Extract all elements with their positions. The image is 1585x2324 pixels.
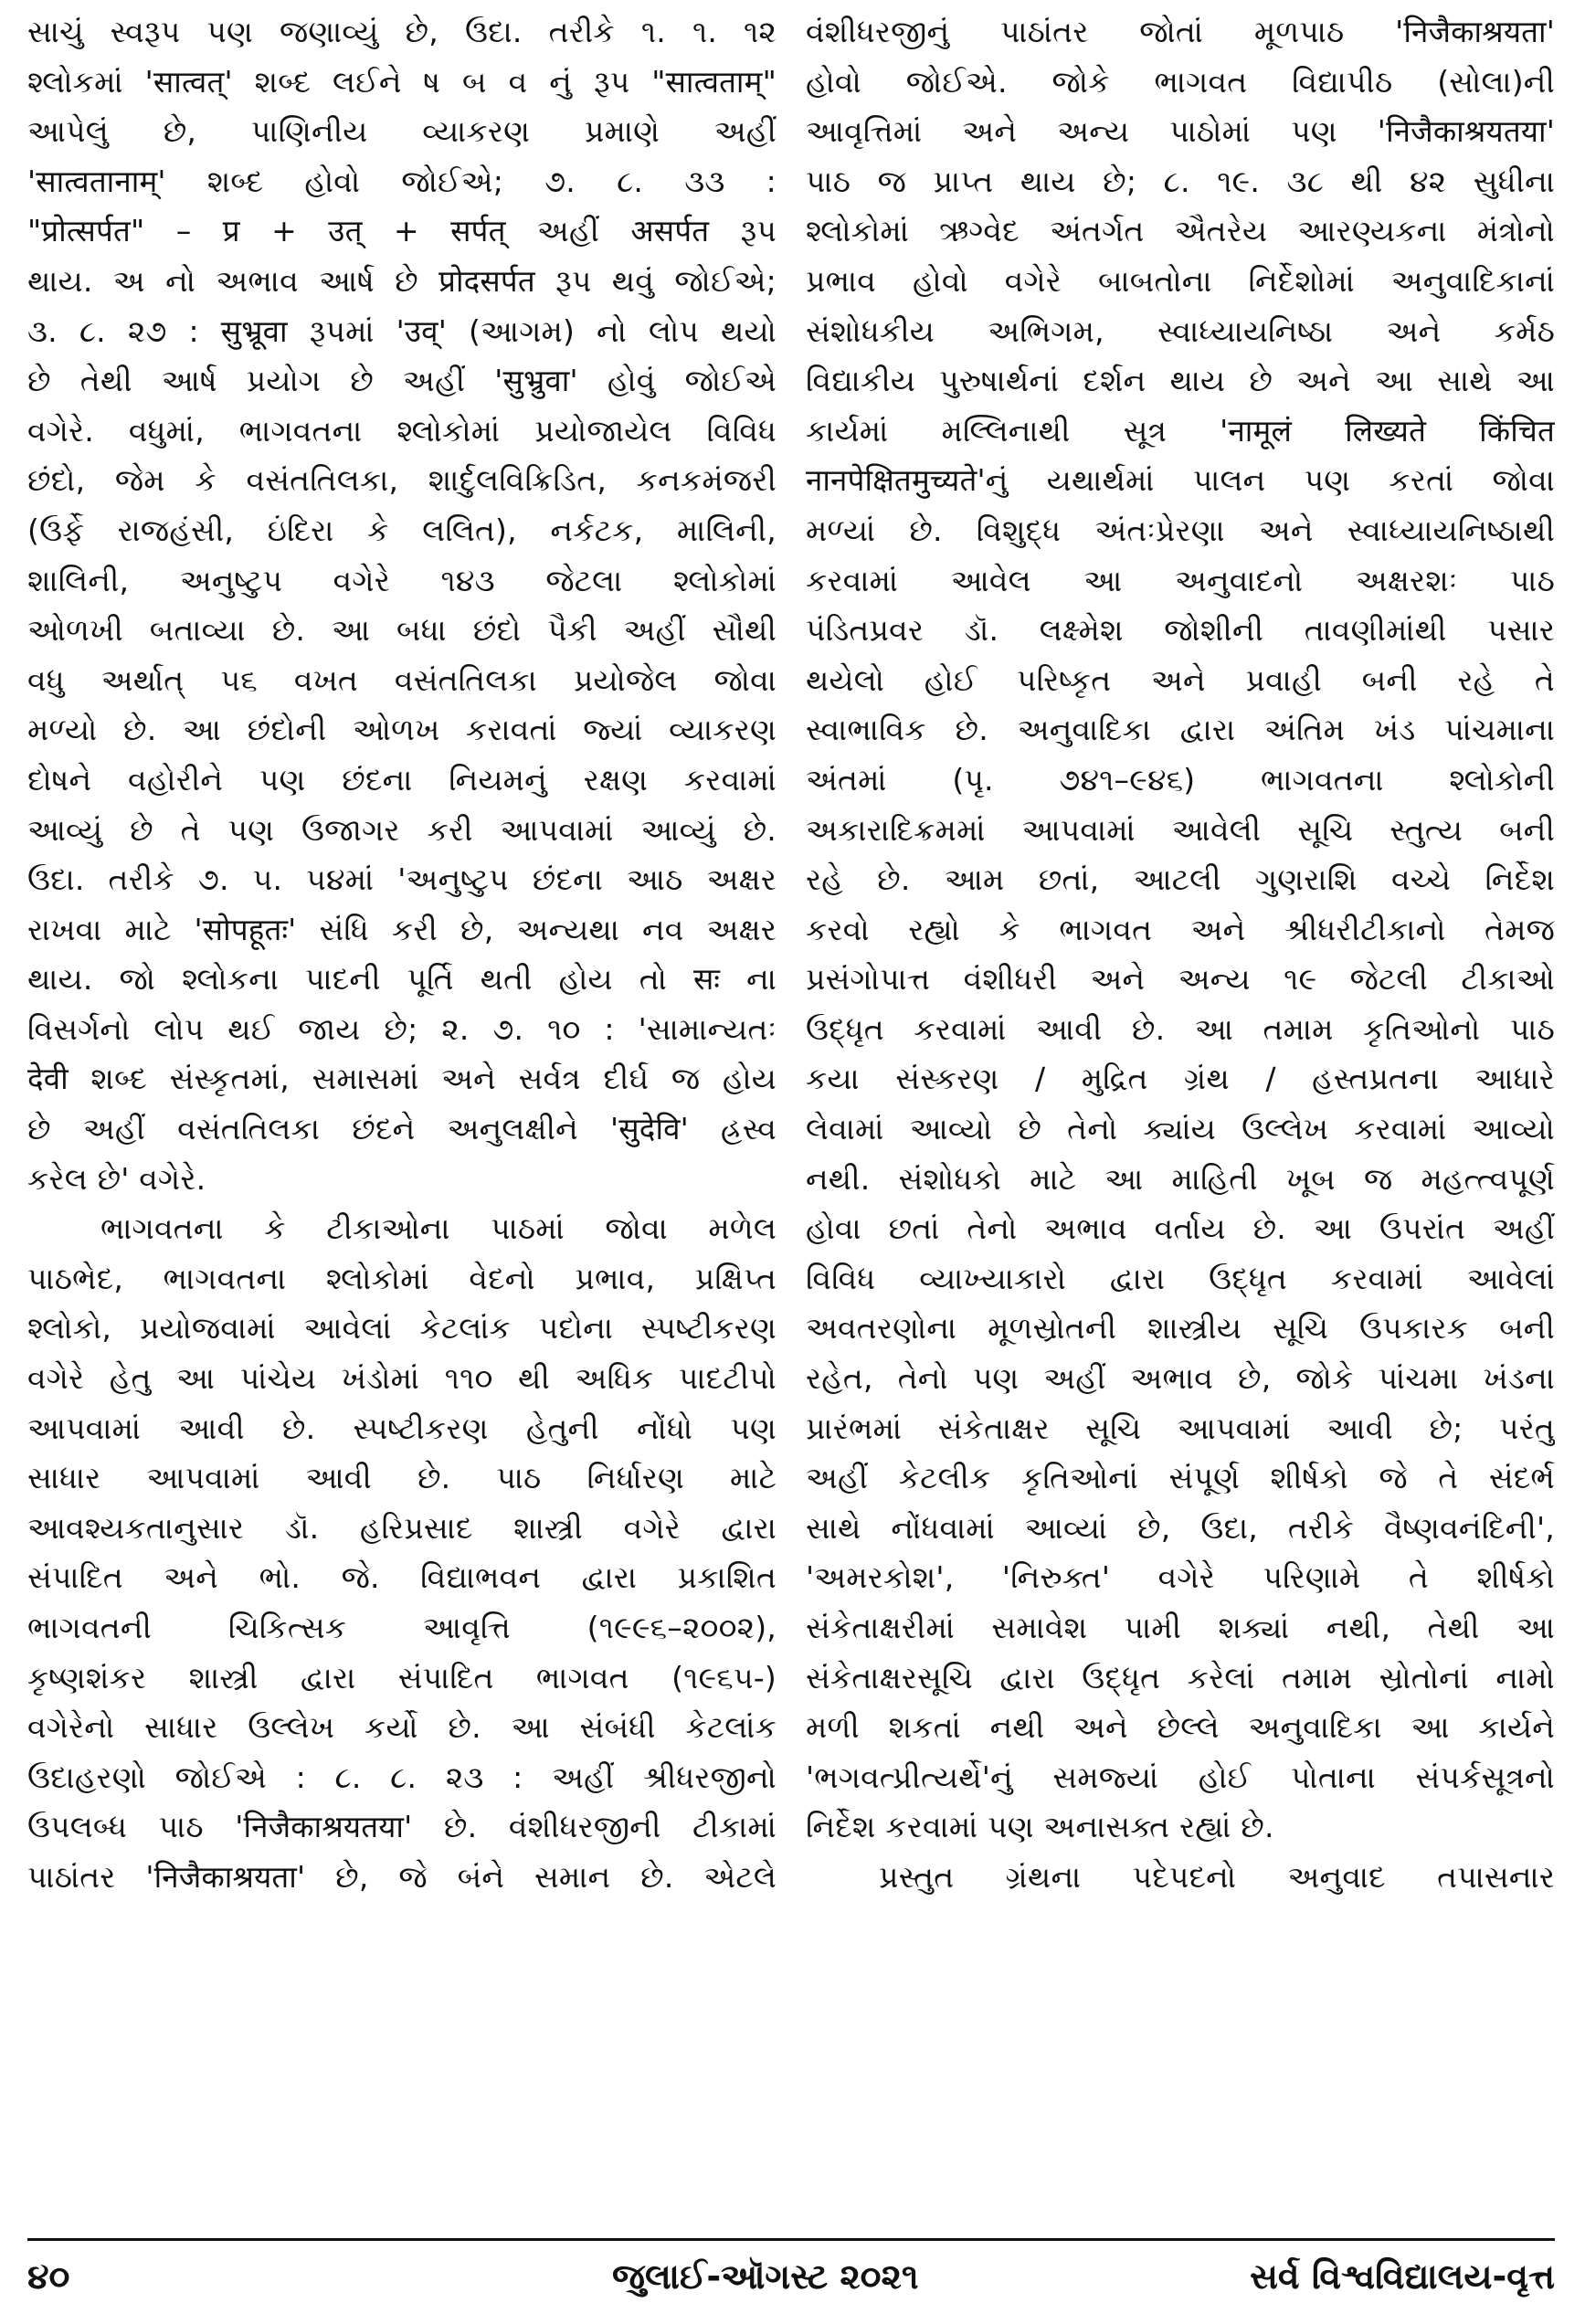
right-text-column [806,7,1555,2211]
text-line: થાય. અ નો અભાવ આર્ષ છે प्रोदसर्पत રૂપ થવું જોઈએ; [27,262,777,299]
text-line: नानपेक्षितमुच्यते'નું યથાર્થમાં પાલન પણ કરતાં જોવા [806,462,1555,499]
text-line: અકારાદિક્રમમાં આપવામાં આવેલી સૂચિ સ્તુત્ય બની [806,811,1555,848]
text-line: (ઉર્ફે રાજહંસી, ઇંદિરા કે લલિત), નર્કટક, માલિની, [27,512,777,548]
text-line: છે અહીં વસંતતિલકા છંદને અનુલક્ષીને 'सुदेवि' હ્રસ્વ [27,1111,777,1147]
text-line: હોવો જોઈએ. જોકે ભાગવત વિદ્યાપીઠ (સોલા)ની [806,63,1555,100]
text-line: સંશોધકીય અભિગમ, સ્વાધ્યાયનિષ્ઠા અને કર્મઠ [806,312,1555,349]
issue-date: જુલાઈ-ઑગસ્ટ ૨૦૨૧ [612,2256,919,2297]
text-line: 'सात्वतानाम्' શબ્દ હોવો જોઈએ; ૭. ૮. ૩૩ : [27,163,777,199]
journal-title: સર્વ વિશ્વવિદ્યાલય-વૃત્ત [1250,2256,1555,2297]
text-line: શ્લોકમાં 'सात्वत्' શબ્દ લઈને ષ બ વ નું રૂપ "सात्वताम्" [27,63,777,100]
text-line: હોવા છતાં તેનો અભાવ વર્તાય છે. આ ઉપરાંત અહીં [806,1210,1555,1247]
text-line: પાઠાંતર 'निजैकाश्रयता' છે, જે બંને સમાન છે. એટલે [27,1858,777,1895]
text-line: શ્લોકોમાં ઋગ્વેદ અંતર્ગત ઐતરેય આરણ્યકના મંત્રોનો [806,213,1555,249]
paragraph-end-line: કરેલ છે' વગેરે. [27,1160,206,1197]
text-line: અવતરણોના મૂળસ્રોતની શાસ્ત્રીય સૂચિ ઉપકારક બની [806,1310,1555,1347]
text-line: પ્રસંગોપાત્ત વંશીધરી અને અન્ય ૧૯ જેટલી ટીકાઓ [806,961,1555,998]
text-line: સાધાર આપવામાં આવી છે. પાઠ નિર્ધારણ માટે [27,1460,777,1496]
text-line: આવશ્યકતાનુસાર ડૉ. હરિપ્રસાદ શાસ્ત્રી વગેરે દ્વારા [27,1509,777,1546]
text-line: સંપાદિત અને ભો. જે. વિદ્યાભવન દ્વારા પ્રકાશિત [27,1559,777,1596]
text-line: સંકેતાક્ષરસૂચિ દ્વારા ઉદ્ધૃત કરેલાં તમામ સ્રોતોનાં નામો [806,1659,1555,1695]
text-line: પંડિતપ્રવર ડૉ. લક્ષ્મેશ જોશીની તાવણીમાંથી પસાર [806,612,1555,649]
text-line: મળ્યો છે. આ છંદોની ઓળખ કરાવતાં જ્યાં વ્યાકરણ [27,712,777,748]
text-line: ૩. ૮. ૨૭ : सुभ्रूवा રૂપમાં 'उव्' (આગમ) નો લોપ થયો [27,312,777,349]
text-line: વિસર્ગનો લોપ થઈ જાય છે; ૨. ૭. ૧૦ : 'સામાન્યતઃ [27,1010,777,1047]
text-line: વગેરેનો સાધાર ઉલ્લેખ કર્યો છે. આ સંબંધી કેટલાંક [27,1709,777,1746]
text-line: કરવામાં આવેલ આ અનુવાદનો અક્ષરશઃ પાઠ [806,562,1555,598]
footer-divider [27,2238,1555,2241]
page-footer [27,2249,1555,2304]
text-line: દોષને વહોરીને પણ છંદના નિયમનું રક્ષણ કરવામાં [27,761,777,798]
text-line: કરવો રહ્યો કે ભાગવત અને શ્રીધરીટીકાનો તેમજ [806,911,1555,947]
text-line: થયેલો હોઈ પરિષ્કૃત અને પ્રવાહી બની રહે તે [806,661,1555,698]
text-line: સાથે નોંધવામાં આવ્યાં છે, ઉદા, તરીકે વૈષ્ણવનંદિની', [806,1509,1555,1546]
text-line: સ્વાભાવિક છે. અનુવાદિકા દ્વારા અંતિમ ખંડ પાંચમાના [806,712,1555,748]
text-line: કયા સંસ્કરણ / મુદ્રિત ગ્રંથ / હસ્તપ્રતના આધારે [806,1061,1555,1097]
text-line: ભાગવતની ચિકિત્સક આવૃત્તિ (૧૯૯૬–૨૦૦૨), [27,1610,777,1645]
text-line: શાલિની, અનુષ્ટુપ વગેરે ૧૪૩ જેટલા શ્લોકોમાં [27,562,777,598]
text-line: અહીં કેટલીક કૃતિઓનાં સંપૂર્ણ શીર્ષકો જે તે સંદર્ભ [806,1460,1555,1496]
text-line: ઉદા. તરીકે ૭. ૫. ૫૪માં 'અનુષ્ટુપ છંદના આઠ અક્ષર [27,861,777,898]
text-line: ઉદાહરણો જોઈએ : ૮. ૮. ૨૩ : અહીં શ્રીધરજીનો [27,1759,777,1795]
text-line: ઉદ્ધૃત કરવામાં આવી છે. આ તમામ કૃતિઓનો પાઠ [806,1010,1555,1047]
text-line: મળી શકતાં નથી અને છેલ્લે અનુવાદિકા આ કાર્યને [806,1709,1555,1746]
text-line: નથી. સંશોધકો માટે આ માહિતી ખૂબ જ મહત્ત્વપૂર્ણ [806,1160,1555,1197]
text-line: પાઠ જ પ્રાપ્ત થાય છે; ૮. ૧૯. ૩૮ થી ૪૨ સુધીના [806,163,1555,199]
text-line: देवी શબ્દ સંસ્કૃતમાં, સમાસમાં અને સર્વત્ર દીર્ઘ જ હોય [27,1061,777,1097]
text-line: લેવામાં આવ્યો છે તેનો ક્યાંય ઉલ્લેખ કરવામાં આવ્યો [806,1111,1555,1147]
text-line: રહે છે. આમ છતાં, આટલી ગુણરાશિ વચ્ચે નિર્દેશ [806,861,1555,898]
text-line: કૃષ્ણશંકર શાસ્ત્રી દ્વારા સંપાદિત ભાગવત (૧૯૬૫-) [27,1659,777,1695]
text-line: સાચું સ્વરૂપ પણ જણાવ્યું છે, ઉદા. તરીકે ૧. ૧. ૧૨ [27,14,777,49]
text-line: 'અમરકોશ', 'નિરુક્ત' વગેરે પરિણામે તે શીર્ષકો [806,1559,1555,1596]
text-line: કાર્યમાં મલ્લિનાથી સૂત્ર 'नामूलं लिख्यते किंचित [806,412,1555,449]
text-line: 'ભગવત્પ્રીત્યર્થે'નું સમજ્યાં હોઈ પોતાના સંપર્કસૂત્રનો [806,1759,1555,1795]
text-line: પાઠભેદ, ભાગવતના શ્લોકોમાં વેદનો પ્રભાવ, પ્રક્ષિપ્ત [27,1260,777,1296]
text-line: ઓળખી બતાવ્યા છે. આ બધા છંદો પૈકી અહીં સૌથી [27,612,777,649]
text-line: વંશીધરજીનું પાઠાંતર જોતાં મૂળપાઠ 'निजैकाश्रयता' [806,14,1555,49]
text-line: થાય. જો શ્લોકના પાદની પૂર્તિ થતી હોય તો सः ના [27,961,777,998]
text-line: રાખવા માટે 'सोपहूतः' સંધિ કરી છે, અન્યથા નવ અક્ષર [27,911,777,947]
text-line: વિવિધ વ્યાખ્યાકારો દ્વારા ઉદ્ધૃત કરવામાં આવેલાં [806,1260,1555,1296]
text-line: અંતમાં (પૃ. ૭૪૧–૯૪૬) ભાગવતના શ્લોકોની [806,761,1555,798]
text-line: રહેત, તેનો પણ અહીં અભાવ છે, જોકે પાંચમા ખંડના [806,1360,1555,1397]
paragraph-end-line: નિર્દેશ કરવામાં પણ અનાસક્ત રહ્યાં છે. [806,1809,1274,1845]
text-line: વિદ્યાકીય પુરુષાર્થનાં દર્શન થાય છે અને આ સાથે આ [806,363,1555,399]
text-line: મળ્યાં છે. વિશુદ્ધ અંતઃપ્રેરણા અને સ્વાધ્યાયનિષ્ઠાથી [806,512,1555,548]
page-number: ૪૦ [27,2256,70,2297]
paragraph-start-line: પ્રસ્તુત ગ્રંથના પદેપદનો અનુવાદ તપાસનાર [879,1858,1555,1895]
text-line: વધુ અર્થાત્ ૫૬ વખત વસંતતિલકા પ્રયોજેલ જોવા [27,661,777,698]
text-line: આપેલું છે, પાણિનીય વ્યાકરણ પ્રમાણે અહીં [27,113,777,150]
text-line: વગેરે હેતુ આ પાંચેય ખંડોમાં ૧૧૦ થી અધિક પાદટીપો [27,1360,777,1397]
text-line: આપવામાં આવી છે. સ્પષ્ટીકરણ હેતુની નોંધો પણ [27,1410,777,1446]
text-line: આવૃત્તિમાં અને અન્ય પાઠોમાં પણ 'निजैकाश्रयतया' [806,113,1555,150]
text-line: છે તેથી આર્ષ પ્રયોગ છે અહીં 'सुभ्रुवा' હોવું જોઈએ [27,363,777,399]
text-line: "प्रोत्सर्पत" – प्र + उत् + सर्पत् અહીં असर्पत રૂપ [27,213,777,249]
left-text-column [27,7,777,2211]
text-line: પ્રારંભમાં સંકેતાક્ષર સૂચિ આપવામાં આવી છે; પરંતુ [806,1410,1555,1446]
text-line: શ્લોકો, પ્રયોજવામાં આવેલાં કેટલાંક પદોના સ્પષ્ટીકરણ [27,1310,777,1347]
text-line: છંદો, જેમ કે વસંતતિલકા, શાર્દુલવિક્રિડિત, કનકમંજરી [27,462,777,499]
text-line: પ્રભાવ હોવો વગેરે બાબતોના નિર્દેશોમાં અનુવાદિકાનાં [806,262,1555,299]
text-line: વગેરે. વધુમાં, ભાગવતના શ્લોકોમાં પ્રયોજાયેલ વિવિધ [27,412,777,449]
text-line: સંકેતાક્ષરીમાં સમાવેશ પામી શક્યાં નથી, તેથી આ [806,1610,1555,1645]
text-line: ઉપલબ્ધ પાઠ 'निजैकाश्रयतया' છે. વંશીધરજીની ટીકામાં [27,1809,777,1845]
text-line: આવ્યું છે તે પણ ઉજાગર કરી આપવામાં આવ્યું છે. [27,811,777,848]
paragraph-start-line: ભાગવતના કે ટીકાઓના પાઠમાં જોવા મળેલ [100,1210,777,1247]
